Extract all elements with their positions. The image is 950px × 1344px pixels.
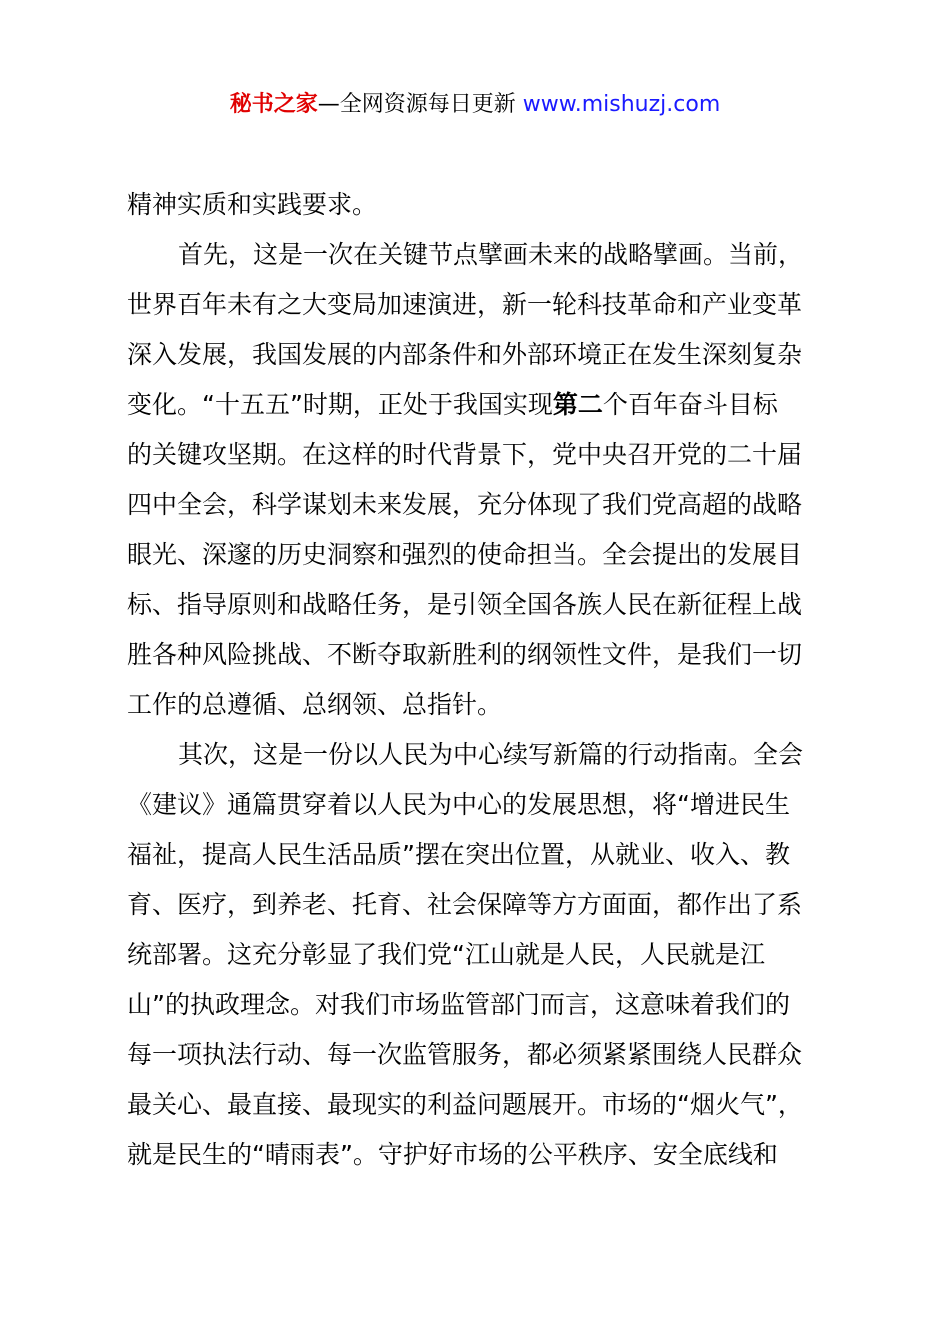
paragraph-first-line: 首先，这是一次在关键节点擘画未来的战略擘画。当前， — [178, 240, 804, 269]
text-line: 眼光、深邃的历史洞察和强烈的使命担当。全会提出的发展目 — [127, 540, 803, 569]
text-line: 最关心、最直接、最现实的利益问题展开。市场的“烟火气”， — [127, 1090, 803, 1119]
text-line: 福祉，提高人民生活品质”摆在突出位置，从就业、收入、教 — [127, 840, 790, 869]
text-line: 就是民生的“晴雨表”。守护好市场的公平秩序、安全底线和 — [127, 1140, 778, 1169]
text-line: 世界百年未有之大变局加速演进，新一轮科技革命和产业变革 — [127, 290, 803, 319]
text-line: 每一项执法行动、每一次监管服务，都必须紧紧围绕人民群众 — [127, 1040, 803, 1069]
text-segment: 变化。“十五五”时期，正处于我国实现 — [127, 390, 553, 419]
text-line: 的关键攻坚期。在这样的时代背景下，党中央召开党的二十届 — [127, 440, 803, 469]
text-line: 深入发展，我国发展的内部条件和外部环境正在发生深刻复杂 — [127, 340, 803, 369]
document-body — [127, 180, 833, 1180]
site-url-link[interactable]: www.mishuzj.com — [522, 92, 721, 117]
text-line: 山”的执政理念。对我们市场监管部门而言，这意味着我们的 — [127, 990, 790, 1019]
text-line: 标、指导原则和战略任务，是引领全国各族人民在新征程上战 — [127, 590, 803, 619]
text-line: 统部署。这充分彰显了我们党“江山就是人民，人民就是江 — [127, 940, 765, 969]
text-line: 《建议》通篇贯穿着以人民为中心的发展思想，将“增进民生 — [127, 790, 790, 819]
bold-text-segment: 第二 — [552, 390, 603, 419]
text-line: 精神实质和实践要求。 — [127, 190, 378, 219]
page-header — [0, 88, 950, 122]
text-line: 育、医疗，到养老、托育、社会保障等方方面面，都作出了系 — [127, 890, 803, 919]
text-line: 胜各种风险挑战、不断夺取新胜利的纲领性文件，是我们一切 — [127, 640, 803, 669]
text-line: 四中全会，科学谋划未来发展，充分体现了我们党高超的战略 — [127, 490, 803, 519]
text-segment: 个百年奋斗目标 — [602, 390, 778, 419]
text-line — [127, 380, 833, 430]
text-line: 工作的总遵循、总纲领、总指针。 — [127, 690, 503, 719]
paragraph-first-line: 其次，这是一份以人民为中心续写新篇的行动指南。全会 — [178, 740, 804, 769]
brand-name: 秘书之家 — [229, 92, 318, 117]
header-tagline: —全网资源每日更新 — [317, 92, 516, 117]
